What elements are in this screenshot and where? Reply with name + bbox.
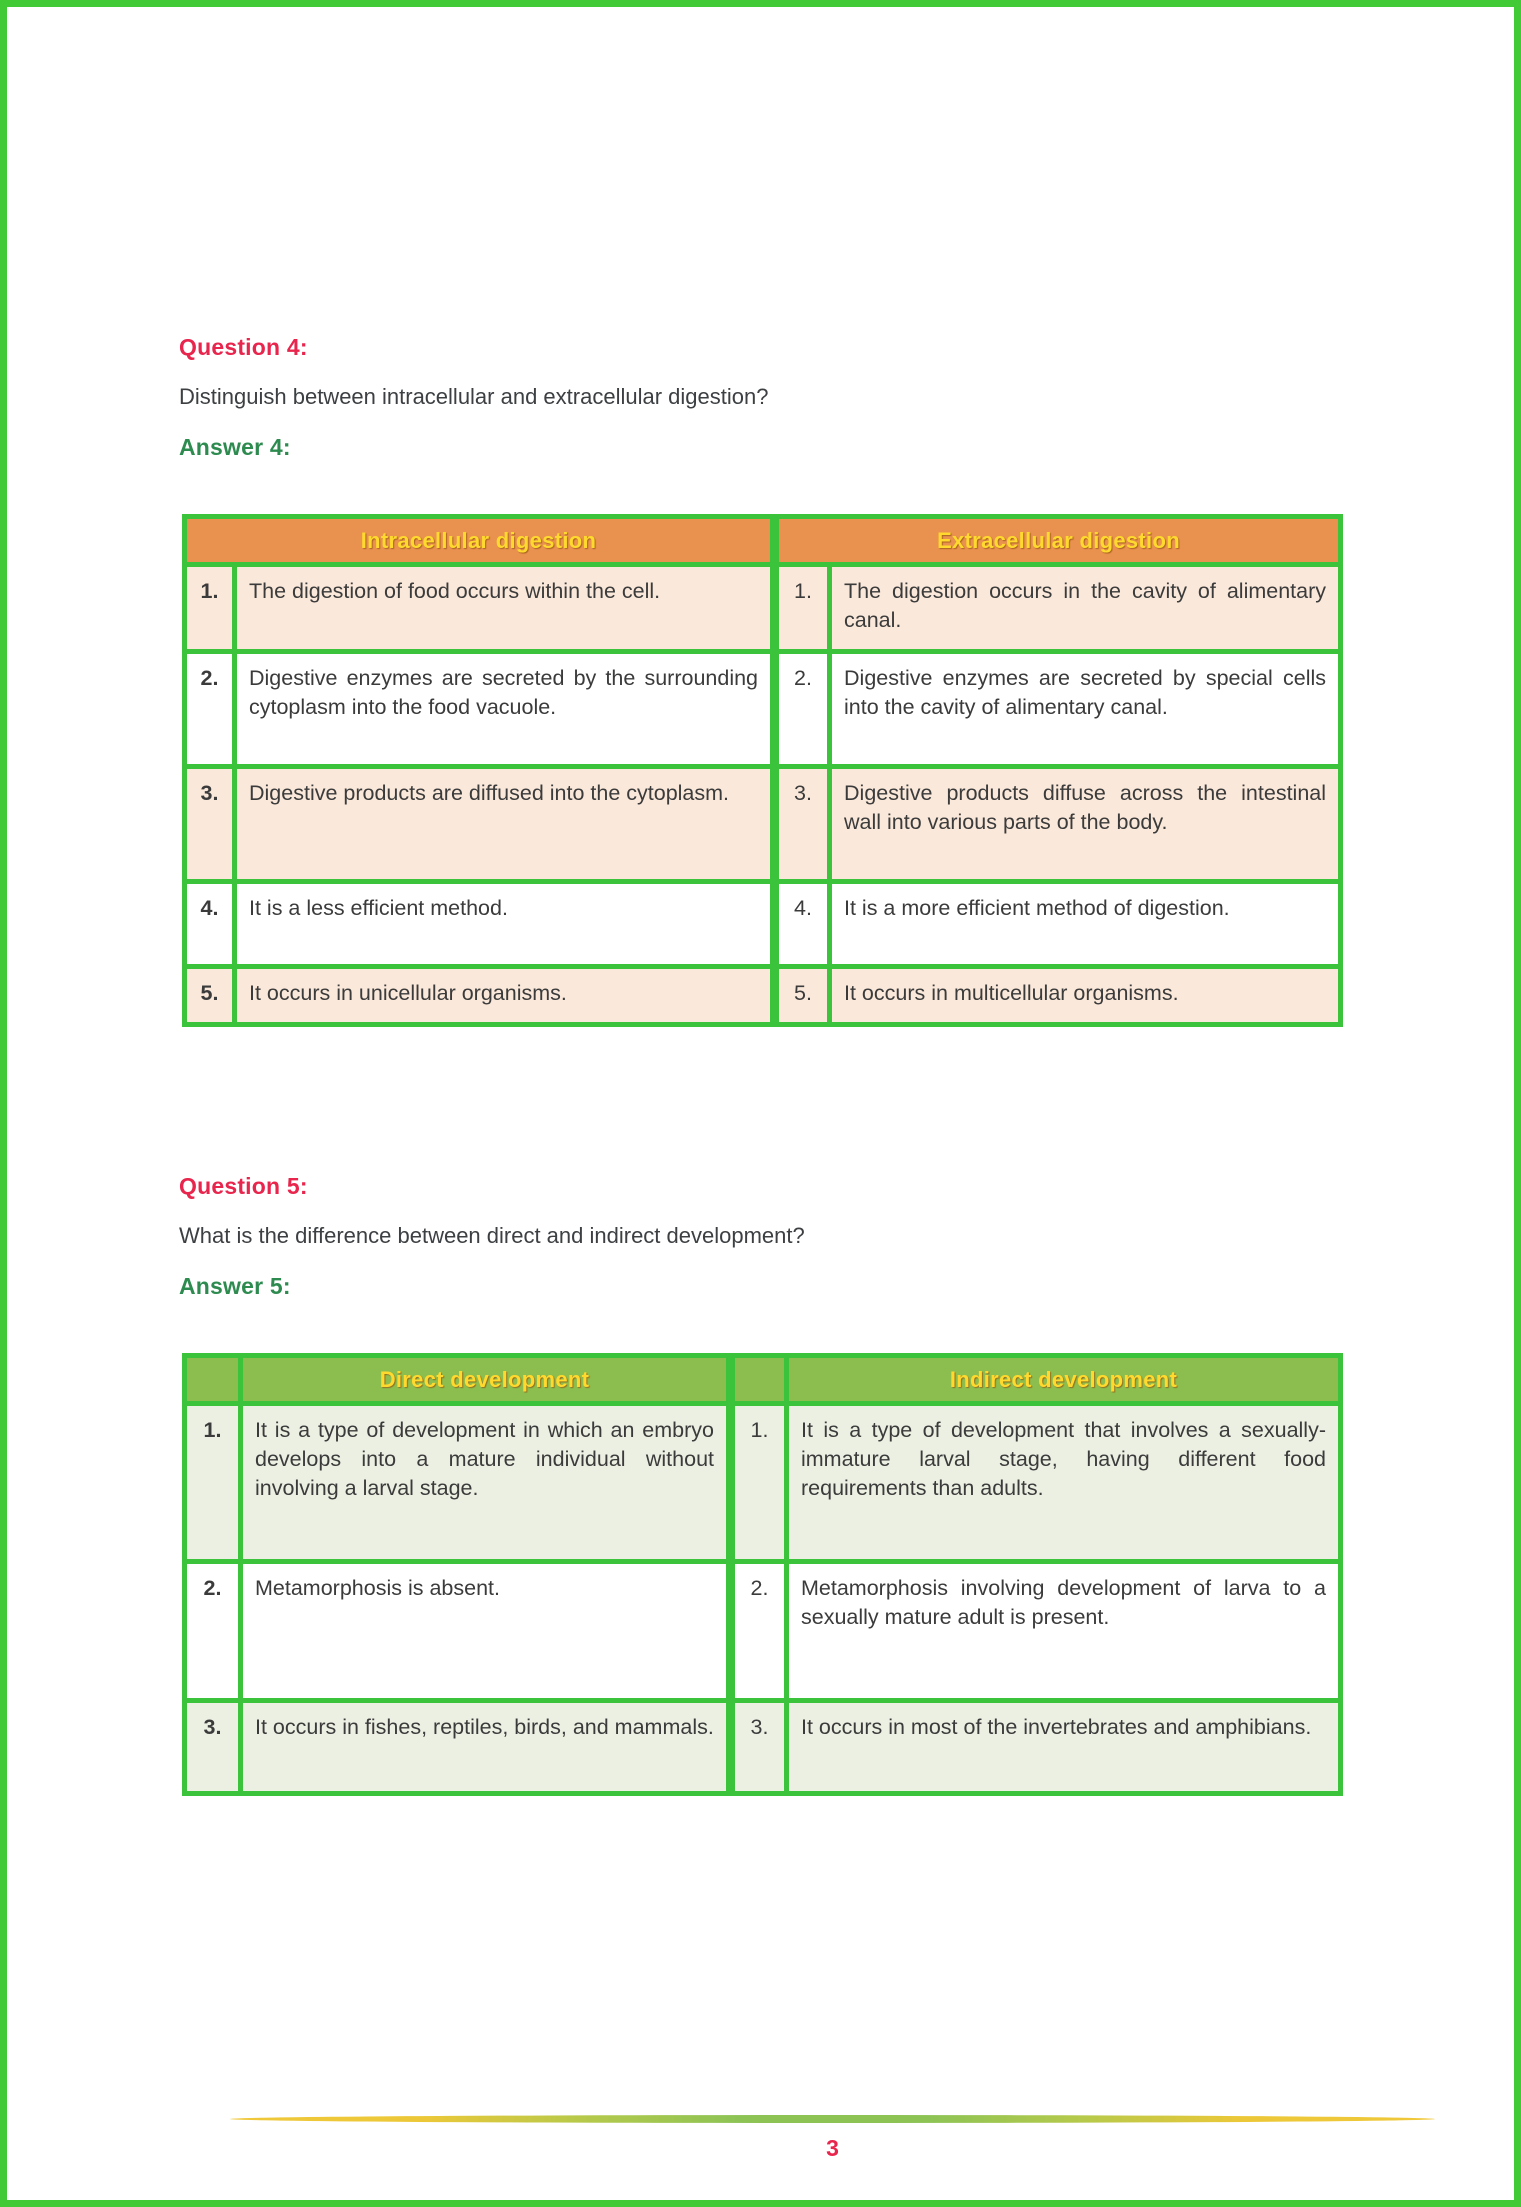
question-4-heading: Question 4:: [179, 334, 308, 360]
table-row: [185, 565, 1341, 652]
table-row: [185, 767, 1341, 882]
row-number-cell: 4.: [185, 882, 235, 967]
row-number-cell: 1.: [731, 1404, 787, 1562]
row-number-cell: 3.: [731, 1701, 787, 1794]
row-number-cell: 2.: [775, 652, 830, 767]
row-number-cell: 5.: [185, 967, 235, 1025]
row-text-cell: The digestion occurs in the cavity of alimentary canal.: [830, 565, 1341, 652]
table-header-indirect: Indirect development: [787, 1356, 1341, 1404]
header-spacer-cell: [185, 1356, 241, 1404]
table-header-extracellular: Extracellular digestion: [775, 517, 1341, 565]
row-text-cell: The digestion of food occurs within the cell.: [235, 565, 775, 652]
question-5-text: What is the difference between direct and indirect development?: [179, 1223, 805, 1248]
row-text-cell: It occurs in multicellular organisms.: [830, 967, 1341, 1025]
development-comparison-table: [182, 1353, 1343, 1796]
table-row: [185, 882, 1341, 967]
table-header-row: [185, 517, 1341, 565]
row-text-cell: It is a type of development in which an embryo develops into a mature individual without involving a larval stage.: [241, 1404, 731, 1562]
table-header-intracellular: Intracellular digestion: [185, 517, 775, 565]
row-number-cell: 3.: [185, 1701, 241, 1794]
answer-4-heading: Answer 4:: [179, 434, 291, 460]
row-text-cell: It occurs in unicellular organisms.: [235, 967, 775, 1025]
row-number-cell: 1.: [185, 1404, 241, 1562]
row-number-cell: 2.: [185, 652, 235, 767]
row-text-cell: Digestive products are diffused into the cytoplasm.: [235, 767, 775, 882]
row-number-cell: 1.: [775, 565, 830, 652]
question-5-heading: Question 5:: [179, 1173, 308, 1199]
row-number-cell: 3.: [775, 767, 830, 882]
row-number-cell: 4.: [775, 882, 830, 967]
table-header-row: [185, 1356, 1341, 1404]
row-number-cell: 1.: [185, 565, 235, 652]
row-text-cell: Metamorphosis involving development of larva to a sexually mature adult is present.: [787, 1562, 1341, 1701]
row-number-cell: 2.: [731, 1562, 787, 1701]
row-text-cell: It occurs in most of the invertebrates and amphibians.: [787, 1701, 1341, 1794]
page-number: 3: [826, 2135, 839, 2161]
row-text-cell: It occurs in fishes, reptiles, birds, and mammals.: [241, 1701, 731, 1794]
row-text-cell: Digestive products diffuse across the intestinal wall into various parts of the body.: [830, 767, 1341, 882]
page-content: [7, 333, 1514, 2162]
table-row: [185, 652, 1341, 767]
header-spacer-cell: [731, 1356, 787, 1404]
table-row: [185, 1404, 1341, 1562]
row-text-cell: Digestive enzymes are secreted by special cells into the cavity of alimentary canal.: [830, 652, 1341, 767]
table-row: [185, 1701, 1341, 1794]
table-row: [185, 1562, 1341, 1701]
row-text-cell: It is a more efficient method of digestion.: [830, 882, 1341, 967]
row-number-cell: 2.: [185, 1562, 241, 1701]
table-header-direct: Direct development: [241, 1356, 731, 1404]
row-text-cell: Digestive enzymes are secreted by the surrounding cytoplasm into the food vacuole.: [235, 652, 775, 767]
row-text-cell: It is a less efficient method.: [235, 882, 775, 967]
table-row: [185, 967, 1341, 1025]
digestion-comparison-table: [182, 514, 1343, 1027]
footer-divider: [230, 2115, 1435, 2123]
row-text-cell: It is a type of development that involves a sexually-immature larval stage, having different food requirements than adults.: [787, 1404, 1341, 1562]
question-4-text: Distinguish between intracellular and extracellular digestion?: [179, 384, 769, 409]
row-text-cell: Metamorphosis is absent.: [241, 1562, 731, 1701]
answer-5-heading: Answer 5:: [179, 1273, 291, 1299]
row-number-cell: 5.: [775, 967, 830, 1025]
row-number-cell: 3.: [185, 767, 235, 882]
